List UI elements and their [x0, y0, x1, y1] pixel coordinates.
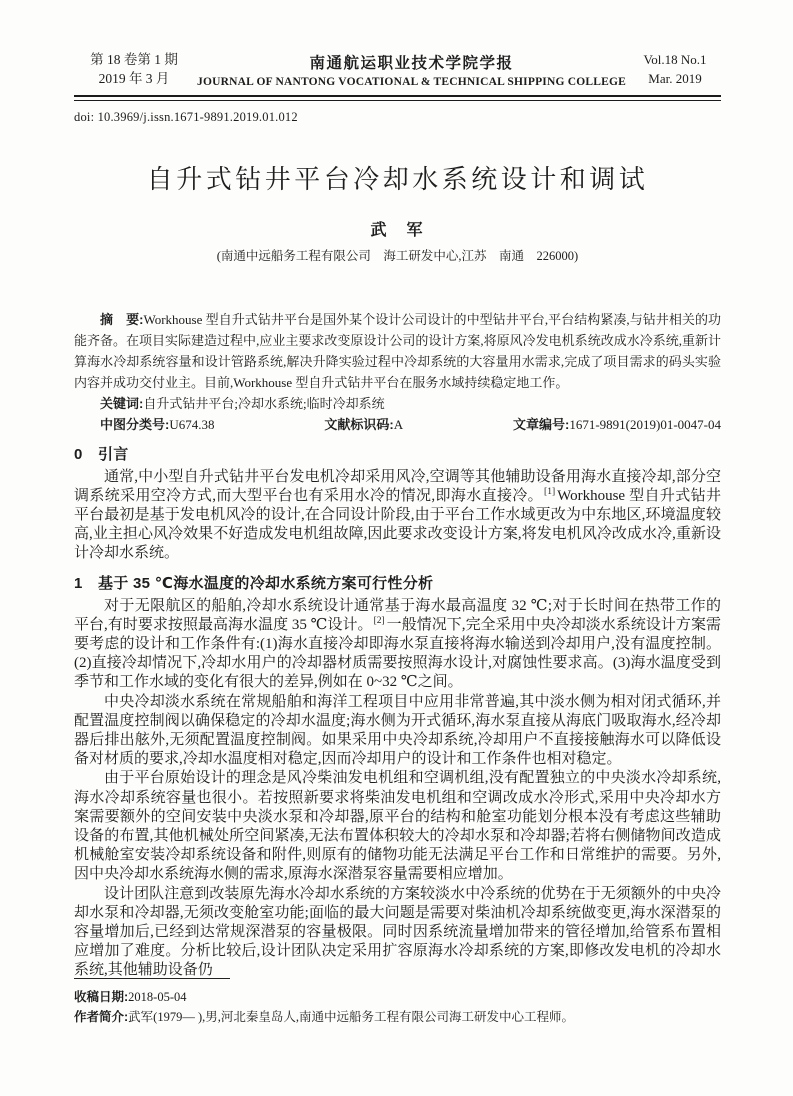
keywords-label: 关键词:: [100, 395, 144, 411]
issue-info-cn: [74, 50, 194, 88]
keywords-text: 自升式钻井平台;冷却水系统;临时冷却系统: [143, 395, 385, 411]
footnote-divider: [74, 978, 230, 979]
article-no-label: 文章编号:: [513, 416, 570, 432]
journal-header: [74, 50, 721, 88]
paragraph-text: 通常,中小型自升式钻井平台发电机冷却采用风冷,空调等其他辅助设备用海水直接冷却,部分空调系统采用空冷方式,而大型平台也有采用水冷的情况,即海水直接冷。: [74, 468, 721, 504]
received-date-value: 2018-05-04: [128, 990, 187, 1004]
journal-title-cn: 南通航运职业技术学院学报: [309, 54, 514, 72]
abstract-paragraph: [74, 309, 721, 393]
author-affiliation: (南通中远船务工程有限公司 海工研发中心,江苏 南通 226000): [216, 248, 579, 263]
journal-title-en: JOURNAL OF NANTONG VOCATIONAL & TECHNICAL SHIPPING COLLEGE: [197, 75, 626, 88]
issue-info-en: [629, 50, 721, 88]
doc-code-label: 文献标识码:: [324, 416, 394, 432]
citation-ref: [2]: [373, 615, 385, 626]
body-paragraph: 由于平台原始设计的理念是风冷柴油发电机组和空调机组,没有配置独立的中央淡水冷却系统,海水冷却系统容量也很小。若按照新要求将柴油发电机组和空调改成水冷形式,采用中央冷却水方案需要额外的空间安装中央淡水泵和冷却器,原平台的结构和舱室功能划分根本没有考虑这些辅助设备的布置,其他机械处所空间紧凑,无法布置体积较大的冷却水泵和冷却器;若将右侧储物间改造成机械舱室安装冷却系统设备和附件,则原有的储物功能无法满足平台工作和日常维护的需要。另外,因中央冷却水系统海水侧的需求,原海水深潜泵容量需要相应增加。: [74, 770, 721, 883]
section-heading-1: 1 基于 35 ℃海水温度的冷却水系统方案可行性分析: [74, 574, 434, 592]
clc-value: U674.38: [169, 416, 215, 432]
paragraph-text: Workhouse 型自升式钻井平台最初是基于发电机风冷的设计,在合同设计阶段,由于平台工作水域更改为中东地区,环境温度较高,业主担心风冷效果不好造成发电机组故障,因此要求改变设计方案,将发电机风冷改成水冷,重新设计冷却水系统。: [74, 487, 721, 562]
doc-code-item: [324, 414, 403, 435]
volume-issue-en: Vol.18 No.1: [643, 52, 707, 67]
article-title: 自升式钻井平台冷却水系统设计和调试: [146, 164, 649, 194]
received-date-label: 收稿日期:: [74, 990, 129, 1004]
keywords-line: [74, 393, 721, 414]
paragraph-text: 对于无限航区的船舶,冷却水系统设计通常基于海水最高温度 32 ℃;对于长时间在热带工作的平台,有时要求按照最高海水温度 35 ℃设计。: [74, 597, 721, 633]
date-en: Mar. 2019: [648, 71, 702, 86]
body-paragraph: [74, 597, 721, 693]
doi-line: doi: 10.3969/j.issn.1671-9891.2019.01.012: [74, 109, 298, 124]
clc-label: 中图分类号:: [100, 416, 170, 432]
author-bio-label: 作者简介:: [74, 1010, 129, 1024]
section-heading-0: 0 引言: [74, 445, 129, 463]
date-cn: 2019 年 3 月: [98, 71, 170, 86]
paragraph-text: 一般情况下,完全采用中央冷却淡水系统设计方案需要考虑的设计和工作条件有:(1)海水直接冷却即海水泵直接将海水输送到冷却用户,没有温度控制。(2)直接冷却情况下,冷却水用户的冷却器材质需要按照海水设计,对腐蚀性要求高。(3)海水温度受到季节和工作水域的变化有很大的差异,例如在 0~32 ℃之间。: [74, 616, 721, 691]
abstract-label: 摘 要:: [100, 311, 144, 327]
classification-line: [74, 414, 721, 435]
citation-ref: [1]: [544, 486, 556, 497]
body-paragraph: 设计团队注意到改装原先海水冷却水系统的方案较淡水中冷系统的优势在于无须额外的中央冷却水泵和冷却器,无须改变舱室功能;面临的最大问题是需要对柴油机冷却系统做变更,海水深潜泵的容量增加后,已经到达常规深潜泵的容量极限。同时因系统流量增加带来的管径增加,给管系布置相应增加了难度。分析比较后,设计团队决定采用扩容原海水冷却系统的方案,即修改发电机的冷却水系统,其他辅助设备仍: [74, 885, 721, 979]
header-divider: [74, 95, 721, 101]
clc-item: [100, 414, 214, 435]
doc-code-value: A: [393, 416, 404, 432]
abstract-block: [74, 309, 721, 435]
article-no-item: [513, 414, 721, 435]
author-bio-value: 武军(1979— ),男,河北秦皇岛人,南通中远船务工程有限公司海工研发中心工程师。: [128, 1010, 574, 1024]
received-date-line: [74, 987, 721, 1007]
volume-issue-cn: 第 18 卷第 1 期: [90, 52, 178, 67]
footnote-block: [74, 978, 721, 1027]
body-paragraph: 中央冷却淡水系统在常规船舶和海洋工程项目中应用非常普遍,其中淡水侧为相对闭式循环,并配置温度控制阀以确保稳定的冷却水温度;海水侧为开式循环,海水泵直接从海底门吸取海水,经冷却器后排出舷外,无须配置温度控制阀。如果采用中央冷却系统,冷却用户不直接接触海水可以降低设备对材质的要求,冷却水温度相对稳定,因而冷却用户的设计和工作条件也相对稳定。: [74, 693, 721, 768]
abstract-text: Workhouse 型自升式钻井平台是国外某个设计公司设计的中型钻井平台,平台结构紧凑,与钻井相关的功能齐备。在项目实际建造过程中,应业主要求改变原设计公司的设计方案,将原风冷发电机系统改成水冷系统,重新计算海水冷却系统容量和设计管路系统,解决升降实验过程中冷却系统的大容量用水需求,完成了项目需求的码头实验内容并成功交付业主。目前,Workhouse 型自升式钻井平台在服务水域持续稳定地工作。: [74, 311, 721, 390]
author-name: 武 军: [370, 221, 425, 239]
article-no-value: 1671-9891(2019)01-0047-04: [569, 416, 721, 432]
journal-title-block: [194, 51, 629, 88]
body-paragraph: [74, 468, 721, 564]
author-bio-line: [74, 1007, 721, 1027]
